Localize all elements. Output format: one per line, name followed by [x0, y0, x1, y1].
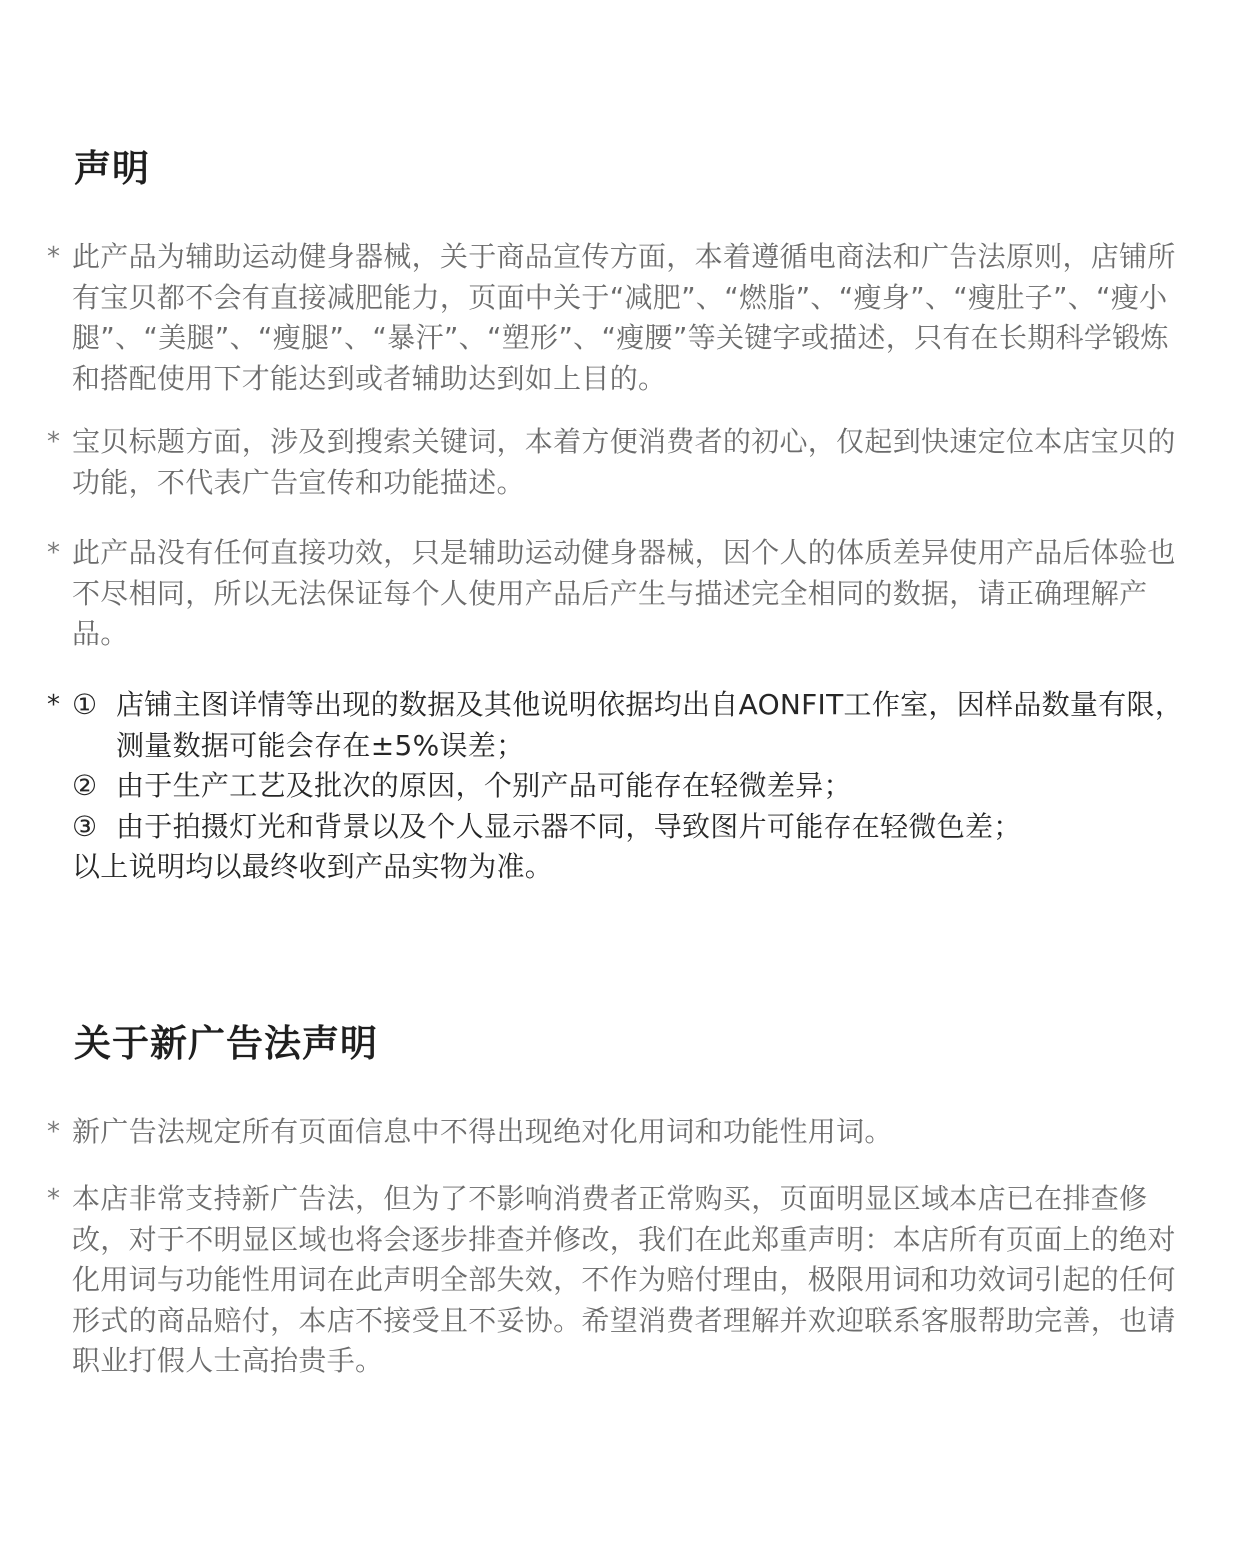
- bullet-asterisk: *: [47, 690, 61, 720]
- bullet-asterisk: *: [47, 1184, 61, 1214]
- note-text: 店铺主图详情等出现的数据及其他说明依据均出自AONFIT工作室，因样品数量有限，测量数据可能会存在±5%误差；: [116, 688, 1184, 762]
- section-title-ad-law: 关于新广告法声明: [74, 1022, 378, 1065]
- statement-paragraph-2: [47, 422, 1187, 503]
- statement-paragraph-3: [47, 533, 1187, 655]
- notes-block: [47, 685, 1187, 888]
- note-item-3: [72, 807, 1187, 848]
- statement-paragraph-1: [47, 237, 1187, 399]
- note-text: 由于拍摄灯光和背景以及个人显示器不同，导致图片可能存在轻微色差；: [116, 809, 1022, 843]
- note-marker: ②: [72, 769, 98, 802]
- paragraph-text: 宝贝标题方面，涉及到搜索关键词，本着方便消费者的初心，仅起到快速定位本店宝贝的功能，不代表广告宣传和功能描述。: [72, 425, 1176, 499]
- paragraph-text: 此产品没有任何直接功效，只是辅助运动健身器械，因个人的体质差异使用产品后体验也不尽相同，所以无法保证每个人使用产品后产生与描述完全相同的数据，请正确理解产品。: [72, 536, 1176, 650]
- note-text: 由于生产工艺及批次的原因，个别产品可能存在轻微差异；: [116, 769, 852, 802]
- paragraph-text: 本店非常支持新广告法，但为了不影响消费者正常购买，页面明显区域本店已在排查修改，对于不明显区域也将会逐步排查并修改，我们在此郑重声明：本店所有页面上的绝对化用词与功能性用词在此声明全部失效，不作为赔付理由，极限用词和功效词引起的任何形式的商品赔付，本店不接受且不妥协。希望消费者理解并欢迎联系客服帮助完善，也请职业打假人士高抬贵手。: [72, 1182, 1176, 1377]
- notes-footer: 以上说明均以最终收到产品实物为准。: [72, 850, 554, 883]
- bullet-asterisk: *: [47, 242, 61, 272]
- paragraph-text: 新广告法规定所有页面信息中不得出现绝对化用词和功能性用词。: [72, 1115, 893, 1148]
- note-item-2: [72, 766, 1187, 807]
- note-item-1: [72, 685, 1187, 766]
- paragraph-text: 此产品为辅助运动健身器械，关于商品宣传方面，本着遵循电商法和广告法原则，店铺所有宝贝都不会有直接减肥能力，页面中关于“减肥”、“燃脂”、“瘦身”、“瘦肚子”、“瘦小腿”、“美腿”、“瘦腿”、“暴汗”、“塑形”、“瘦腰”等关键字或描述，只有在长期科学锻炼和搭配使用下才能达到或者辅助达到如上目的。: [72, 240, 1176, 395]
- note-marker: ①: [72, 688, 98, 721]
- ad-law-paragraph-2: [47, 1179, 1187, 1382]
- bullet-asterisk: *: [47, 538, 61, 568]
- section-title-statement: 声明: [74, 147, 150, 190]
- bullet-asterisk: *: [47, 427, 61, 457]
- ad-law-paragraph-1: [47, 1112, 1187, 1153]
- bullet-asterisk: *: [47, 1117, 61, 1147]
- note-marker: ③: [72, 809, 98, 843]
